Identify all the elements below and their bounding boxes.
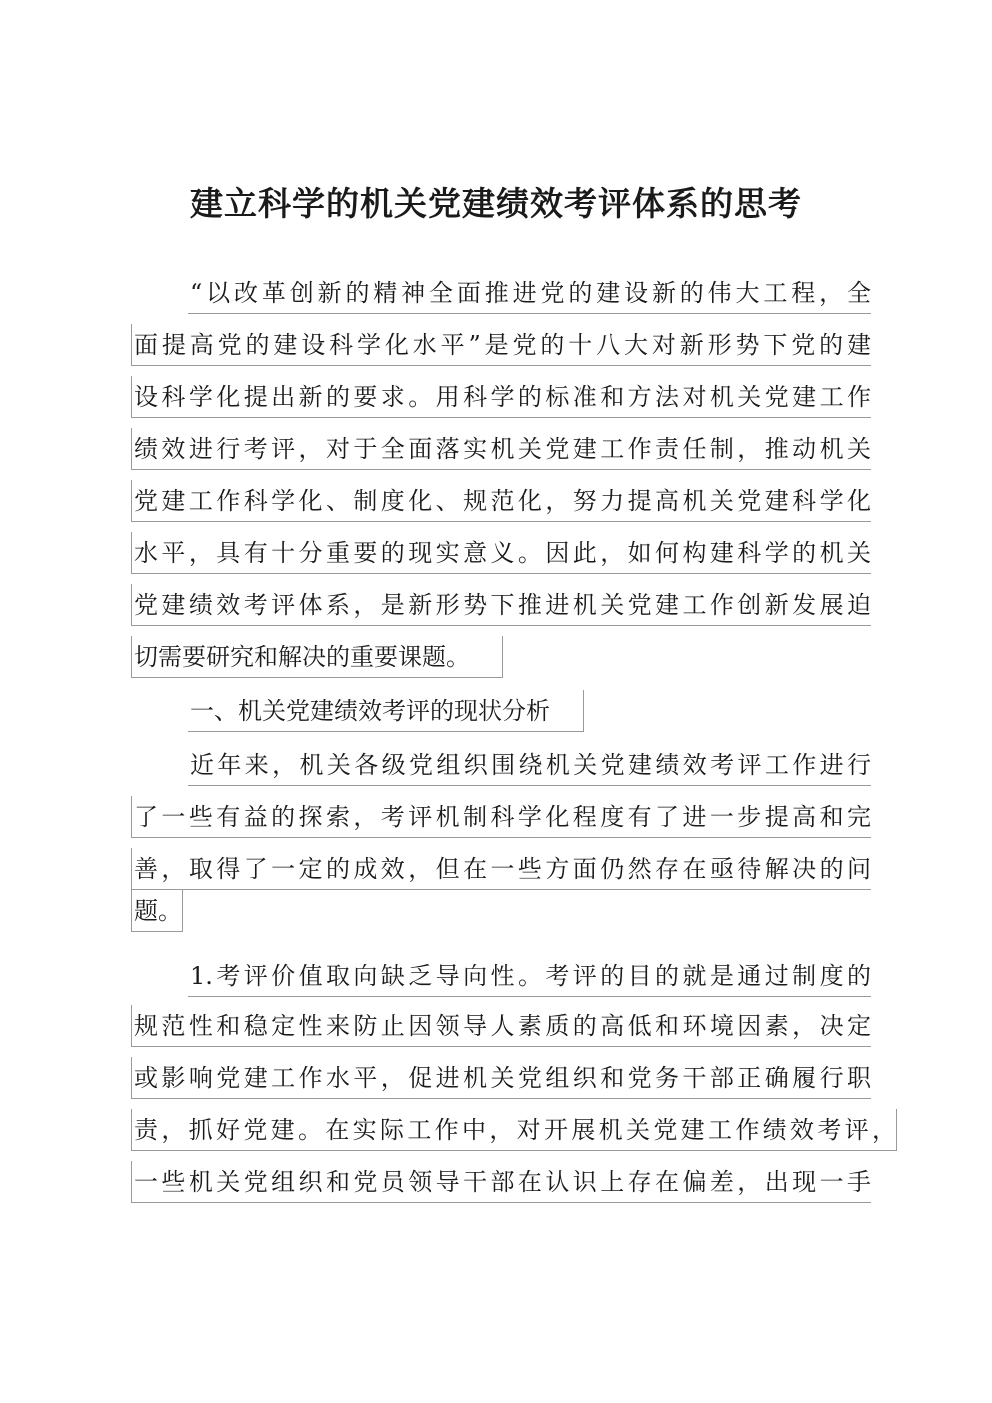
paragraph-line: 一些机关党组织和党员领导干部在认识上存在偏差，出现一手 [131,1161,871,1203]
paragraph-line: 或影响党建工作水平，促进机关党组织和党务干部正确履行职 [131,1057,871,1099]
paragraph-line: 党建绩效考评体系，是新形势下推进机关党建工作创新发展迫 [131,584,871,626]
paragraph-line: 切需要研究和解决的重要课题。 [131,636,503,678]
section-heading: 一、机关党建绩效考评的现状分析 [188,690,584,732]
paragraph-line: 近年来，机关各级党组织围绕机关党建绩效考评工作进行 [188,744,871,786]
paragraph-line: 规范性和稳定性来防止因领导人素质的高低和环境因素，决定 [131,1005,871,1047]
paragraph-line: 绩效进行考评，对于全面落实机关党建工作责任制，推动机关 [131,428,871,470]
document-title: 建立科学的机关党建绩效考评体系的思考 [190,184,802,223]
paragraph-line: 1.考评价值取向缺乏导向性。考评的目的就是通过制度的 [188,955,871,997]
paragraph-line: 党建工作科学化、制度化、规范化，努力提高机关党建科学化 [131,480,871,522]
paragraph-line: 面提高党的建设科学化水平”是党的十八大对新形势下党的建 [131,324,871,366]
paragraph-line: 题。 [131,890,183,932]
paragraph-line: 善，取得了一定的成效，但在一些方面仍然存在亟待解决的问 [131,848,871,890]
paragraph-line: “以改革创新的精神全面推进党的建设新的伟大工程，全 [188,272,871,314]
paragraph-line: 设科学化提出新的要求。用科学的标准和方法对机关党建工作 [131,376,871,418]
paragraph-line: 责，抓好党建。在实际工作中，对开展机关党建工作绩效考评， [131,1109,897,1151]
paragraph-line: 水平，具有十分重要的现实意义。因此，如何构建科学的机关 [131,532,871,574]
paragraph-line: 了一些有益的探索，考评机制科学化程度有了进一步提高和完 [131,796,871,838]
